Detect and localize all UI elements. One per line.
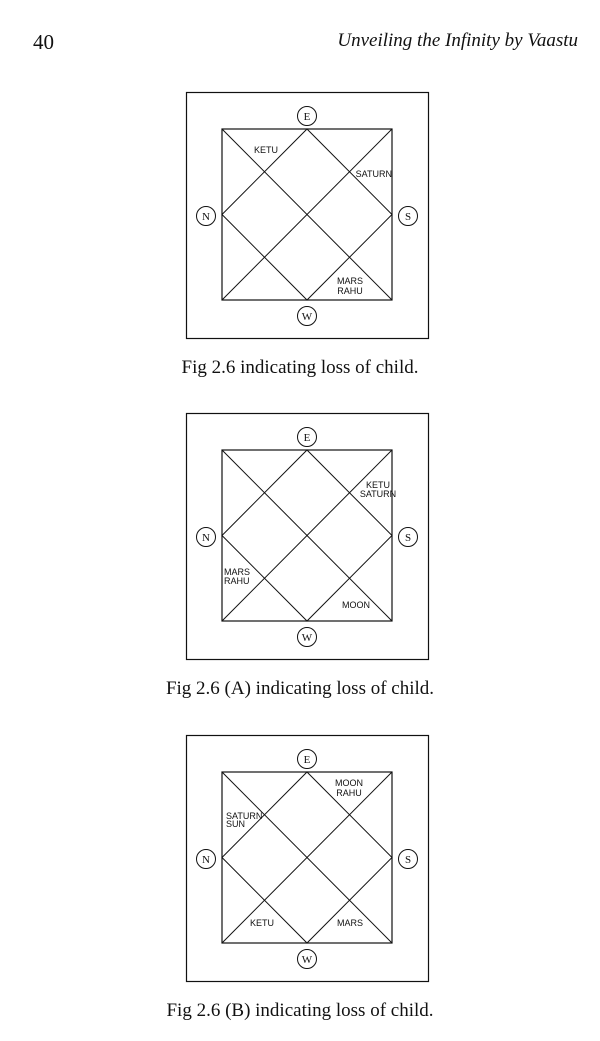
page-number: 40 (33, 30, 54, 54)
chart-figure-2 (186, 413, 429, 660)
planet-label: KETU (249, 918, 275, 928)
planet-label: RAHU (224, 576, 250, 586)
running-header: Unveiling the Infinity by Vaastu (337, 30, 578, 51)
direction-marker-top (298, 428, 317, 447)
direction-bottom-label: W (301, 632, 313, 644)
planet-label: SUN (226, 819, 246, 829)
chart-diagram (186, 413, 429, 660)
figure-caption: Fig 2.6 (B) indicating loss of child. (166, 1000, 434, 1021)
direction-bottom-label: W (301, 311, 313, 323)
planet-label: MARS (336, 918, 364, 928)
figure-caption: Fig 2.6 indicating loss of child. (181, 357, 419, 378)
direction-marker-left (197, 528, 216, 547)
planet-label: SATURN (226, 811, 263, 821)
planet-label: SATURN (355, 169, 392, 179)
direction-marker-bottom (298, 307, 317, 326)
direction-right-label: S (404, 532, 412, 544)
direction-marker-left (197, 850, 216, 869)
planet-label: MARS (224, 567, 251, 577)
planet-label: KETU (365, 480, 391, 490)
direction-marker-right (399, 528, 418, 547)
chart-figure-1 (186, 92, 429, 339)
planet-label: MOON (335, 778, 363, 788)
planet-label: MOON (342, 600, 370, 610)
direction-marker-right (399, 850, 418, 869)
direction-left-label: N (202, 854, 210, 866)
chart-diagram (186, 735, 429, 982)
direction-top-label: E (303, 432, 311, 444)
direction-top-label: E (303, 111, 311, 123)
direction-right-label: S (404, 854, 412, 866)
direction-marker-right (399, 207, 418, 226)
planet-label: RAHU (337, 286, 363, 296)
direction-marker-bottom (298, 950, 317, 969)
chart-diagram (186, 92, 429, 339)
direction-left-label: N (202, 211, 210, 223)
direction-marker-top (298, 107, 317, 126)
direction-right-label: S (404, 211, 412, 223)
direction-marker-bottom (298, 628, 317, 647)
direction-top-label: E (303, 754, 311, 766)
direction-marker-left (197, 207, 216, 226)
direction-bottom-label: W (301, 954, 313, 966)
figure-caption: Fig 2.6 (A) indicating loss of child. (165, 678, 435, 699)
planet-label: SATURN (359, 489, 397, 499)
direction-left-label: N (202, 532, 210, 544)
direction-marker-top (298, 750, 317, 769)
planet-label: MARS (336, 276, 364, 286)
planet-label: KETU (253, 145, 279, 155)
chart-figure-3 (186, 735, 429, 982)
planet-label: RAHU (336, 788, 362, 798)
